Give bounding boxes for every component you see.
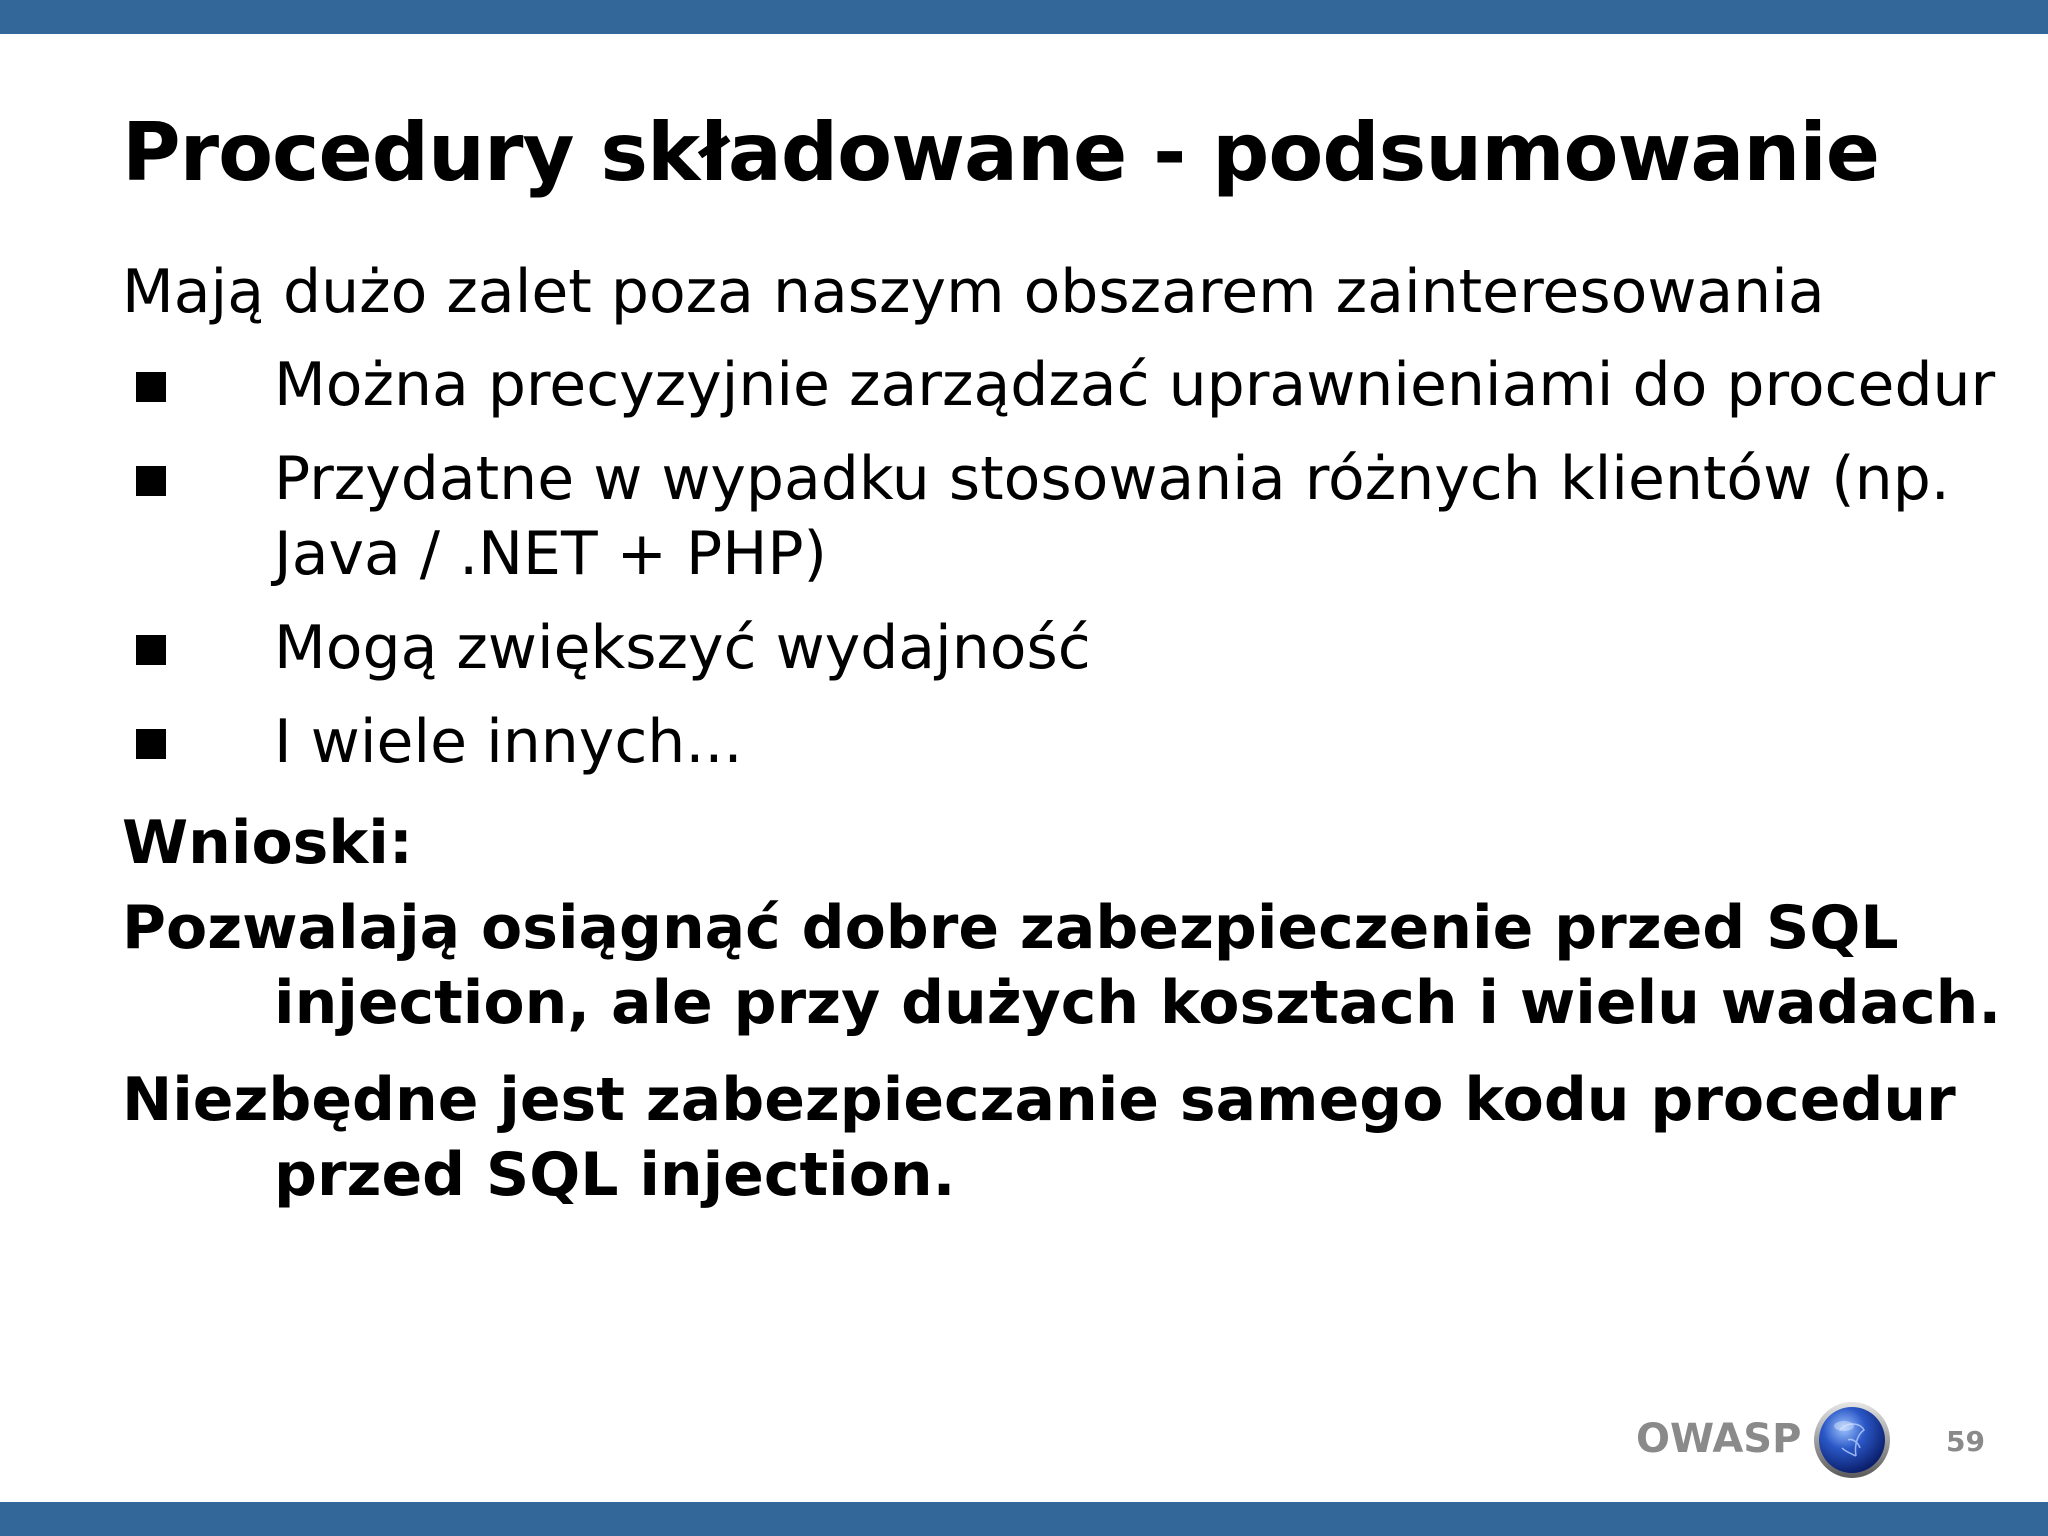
square-bullet-icon: [136, 466, 166, 496]
square-bullet-icon: [136, 729, 166, 759]
bullet-item: [122, 611, 2002, 686]
conclusion-item: Niezbędne jest zabezpieczanie samego kodu procedur przed SQL injection.: [122, 1065, 1956, 1210]
bullet-item: [122, 348, 2002, 423]
owasp-globe-icon: [1812, 1400, 1892, 1480]
conclusions-section: [122, 806, 2022, 1235]
top-bar: [0, 0, 2048, 34]
bullet-text: Przydatne w wypadku stosowania różnych klientów (np. Java / .NET + PHP): [274, 444, 1950, 589]
bullet-text: I wiele innych...: [274, 707, 743, 777]
square-bullet-icon: [136, 372, 166, 402]
conclusions-heading: Wnioski:: [122, 808, 413, 878]
footer-brand: OWASP: [1636, 1416, 1802, 1462]
page-number: 59: [1946, 1425, 1985, 1458]
conclusion-item: Pozwalają osiągnąć dobre zabezpieczenie przed SQL injection, ale przy dużych kosztach i wielu wadach.: [122, 893, 2002, 1038]
bottom-bar: [0, 1502, 2048, 1536]
bullet-text: Mogą zwiększyć wydajność: [274, 613, 1091, 683]
intro-text: Mają dużo zalet poza naszym obszarem zainteresowania: [122, 257, 1825, 327]
bullet-item: [122, 705, 2002, 780]
bullet-text: Można precyzyjnie zarządzać uprawnieniami do procedur: [274, 350, 1996, 420]
slide-title: Procedury składowane - podsumowanie: [122, 106, 1880, 199]
square-bullet-icon: [136, 635, 166, 665]
bullet-list: [122, 348, 2002, 799]
bullet-item: [122, 442, 2002, 592]
